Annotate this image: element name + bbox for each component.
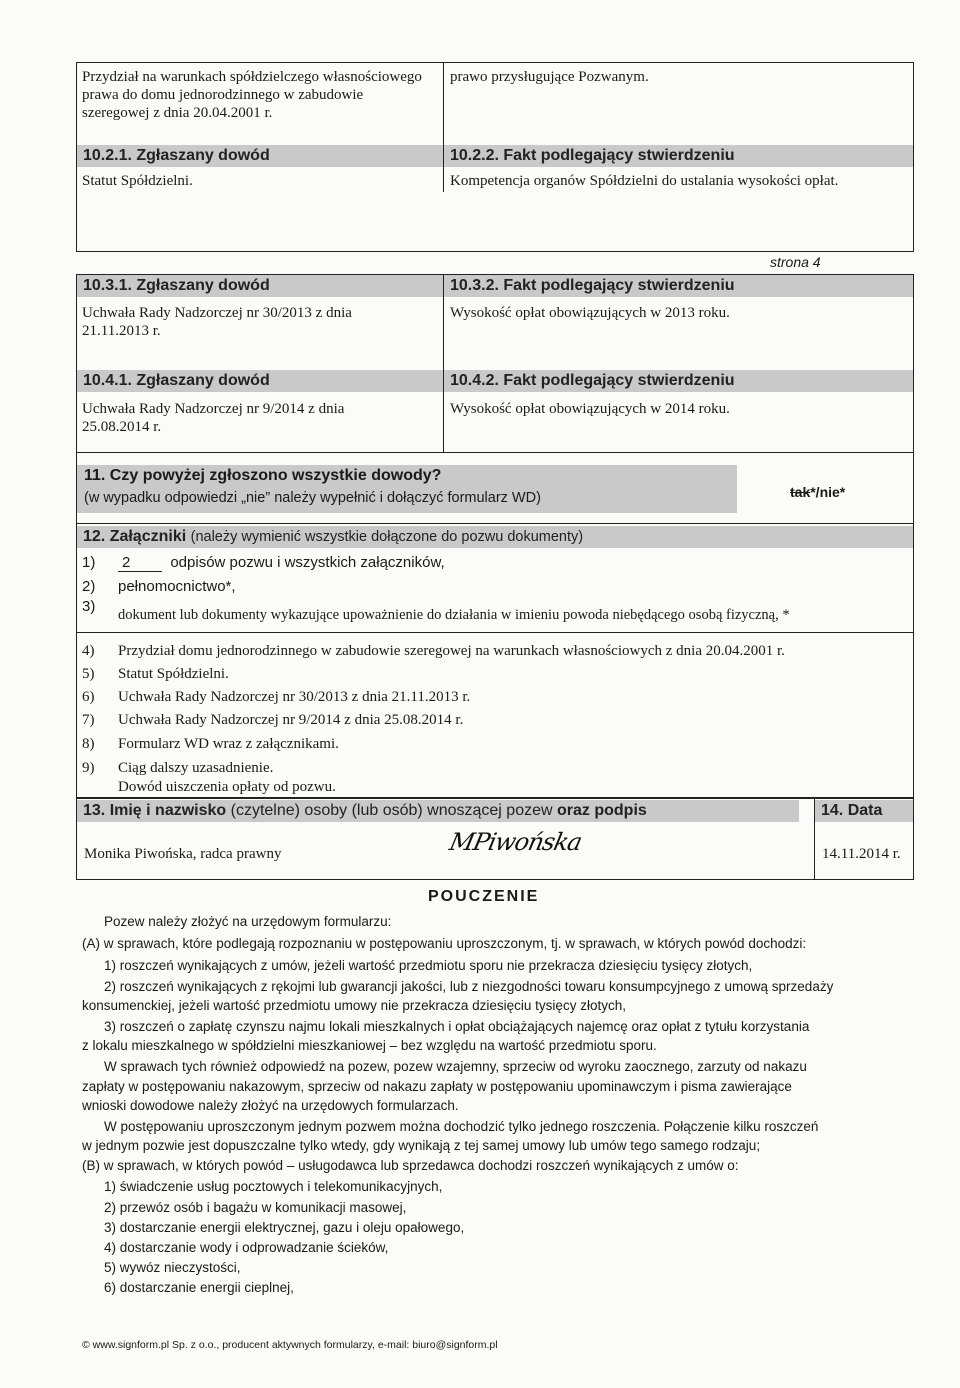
pouczenie-p4: 2) roszczeń wynikających z rękojmi lub gwarancji jakości, lub z niezgodności towaru konsumpcyjnego z umową sprzedaży [104, 979, 834, 994]
header-10-3-1: 10.3.1. Zgłaszany dowód [77, 275, 443, 297]
divider [443, 62, 444, 192]
pouczenie-p11: W postępowaniu uproszczonym jednym pozwem można dochodzić tylko jednego roszczenia. Połączenie kilku roszczeń [104, 1119, 819, 1134]
header-11-subtitle: (w wypadku odpowiedzi „nie” należy wypełnić i dołączyć formularz WD) [84, 490, 541, 506]
pouczenie-p19: 6) dostarczanie energii cieplnej, [104, 1280, 294, 1295]
pouczenie-p9: zapłaty w postępowaniu nakazowym, sprzeciw od nakazu zapłaty w postępowaniu upominawczym i pisma zawierające [82, 1079, 792, 1094]
top-left-text: Przydział na warunkach spółdzielczego własnościowego prawa do domu jednorodzinnego w zabudowie szeregowej z dnia 20.04.2001 r. [82, 69, 422, 121]
copies-count: 2 [118, 554, 162, 572]
attachment-item-7: 7) Uchwała Rady Nadzorczej nr 9/2014 z dnia 25.08.2014 r. [82, 712, 464, 728]
answer-choice [790, 484, 845, 500]
text-10-3-1: Uchwała Rady Nadzorczej nr 30/2013 z dnia 21.11.2013 r. [82, 305, 352, 339]
answer-no: */nie* [810, 484, 846, 500]
pouczenie-p12: w jednym pozwie jest dopuszczalne tylko wtedy, gdy wynikają z tej samej umowy lub umów tego samego rodzaju; [82, 1138, 761, 1153]
top-right-text: prawo przysługujące Pozwanym. [450, 69, 649, 85]
pouczenie-p15: 2) przewóz osób i bagażu w komunikacji masowej, [104, 1200, 407, 1215]
header-10-2-2: 10.2.2. Fakt podlegający stwierdzeniu [444, 145, 913, 167]
pouczenie-p13: (B) w sprawach, w których powód – usługodawca lub sprzedawca dochodzi roszczeń wynikających z umów o: [82, 1158, 739, 1173]
pouczenie-p2: (A) w sprawach, które podlegają rozpoznaniu w postępowaniu uproszczonym, tj. w sprawach, w których powód dochodzi: [82, 936, 807, 951]
divider [76, 632, 914, 633]
answer-yes: tak [790, 484, 811, 500]
header-13: 13. Imię i nazwisko (czytelne) osoby (lub osób) wnoszącej pozew oraz podpis [77, 800, 799, 822]
pouczenie-p8: W sprawach tych również odpowiedź na pozew, pozew wzajemny, sprzeciw od wyroku zaocznego, zarzuty od nakazu [104, 1059, 807, 1074]
header-12-title: 12. Załączniki [83, 528, 187, 545]
header-14: 14. Data [815, 800, 913, 822]
pouczenie-p18: 5) wywóz nieczystości, [104, 1260, 241, 1275]
text-10-3-2: Wysokość opłat obowiązujących w 2013 roku. [450, 305, 730, 321]
attachment-extra: Dowód uiszczenia opłaty od pozwu. [118, 779, 336, 795]
header-12 [77, 526, 913, 548]
attachment-item-4: 4) Przydział domu jednorodzinnego w zabudowie szeregowej na warunkach własnościowych z dnia 20.04.2001 r. [82, 643, 785, 659]
text-10-4-1: Uchwała Rady Nadzorczej nr 9/2014 z dnia 25.08.2014 r. [82, 401, 345, 435]
pouczenie-p14: 1) świadczenie usług pocztowych i telekomunikacyjnych, [104, 1179, 443, 1194]
header-10-2-1: 10.2.1. Zgłaszany dowód [77, 145, 443, 167]
text-10-2-1: Statut Spółdzielni. [82, 173, 193, 189]
attachment-item-9: 9) Ciąg dalszy uzasadnienie. [82, 760, 274, 776]
pouczenie-p1: Pozew należy złożyć na urzędowym formularzu: [104, 914, 392, 929]
attachment-item-8: 8) Formularz WD wraz z załącznikami. [82, 736, 339, 752]
attachment-item-5: 5) Statut Spółdzielni. [82, 666, 229, 682]
header-10-3-2: 10.3.2. Fakt podlegający stwierdzeniu [444, 275, 913, 297]
pouczenie-p5: konsumenckiej, jeżeli wartość przedmiotu umowy nie przekracza dziesięciu tysięcy złotych, [82, 998, 626, 1013]
header-11-title: 11. Czy powyżej zgłoszono wszystkie dowody? [84, 467, 442, 484]
signature: MPiwońska [447, 828, 584, 856]
pouczenie-p17: 4) dostarczanie wody i odprowadzanie ścieków, [104, 1240, 389, 1255]
header-10-4-2: 10.4.2. Fakt podlegający stwierdzeniu [444, 370, 913, 392]
attachment-item-3: dokument lub dokumenty wykazujące upoważnienie do działania w imieniu powoda niebędącego osobą fizyczną, * [118, 607, 790, 623]
pouczenie-title: POUCZENIE [428, 888, 540, 905]
text-10-4-2: Wysokość opłat obowiązujących w 2014 roku. [450, 401, 730, 417]
header-12-note: (należy wymienić wszystkie dołączone do pozwu dokumenty) [190, 529, 584, 545]
pouczenie-p7: z lokalu mieszkalnego w spółdzielni mieszkaniowej – bez względu na wartość przedmiotu sporu. [82, 1038, 657, 1053]
pouczenie-p16: 3) dostarczanie energii elektrycznej, gazu i oleju opałowego, [104, 1220, 465, 1235]
header-10-4-1: 10.4.1. Zgłaszany dowód [77, 370, 443, 392]
attachment-item-2: 2) pełnomocnictwo*, [82, 578, 236, 595]
page-label: strona 4 [770, 254, 821, 270]
attachment-item-1: 1) 2 odpisów pozwu i wszystkich załączników, [82, 554, 445, 571]
date-value: 14.11.2014 r. [822, 846, 901, 862]
pouczenie-p10: wnioski dowodowe należy złożyć na urzędowych formularzach. [82, 1098, 459, 1113]
signer-name: Monika Piwońska, radca prawny [84, 846, 282, 862]
attachment-item-3-num: 3) [82, 598, 96, 615]
text-10-2-2: Kompetencja organów Spółdzielni do ustalania wysokości opłat. [450, 173, 839, 189]
footer: © www.signform.pl Sp. z o.o., producent aktywnych formularzy, e-mail: biuro@signform.pl [82, 1339, 498, 1351]
pouczenie-p6: 3) roszczeń o zapłatę czynszu najmu lokali mieszkalnych i opłat obciążających najemcę oraz opłat z tytułu korzystania [104, 1019, 810, 1034]
pouczenie-p3: 1) roszczeń wynikających z umów, jeżeli wartość przedmiotu sporu nie przekracza dziesięciu tysięcy złotych, [104, 958, 753, 973]
attachment-item-6: 6) Uchwała Rady Nadzorczej nr 30/2013 z dnia 21.11.2013 r. [82, 689, 471, 705]
